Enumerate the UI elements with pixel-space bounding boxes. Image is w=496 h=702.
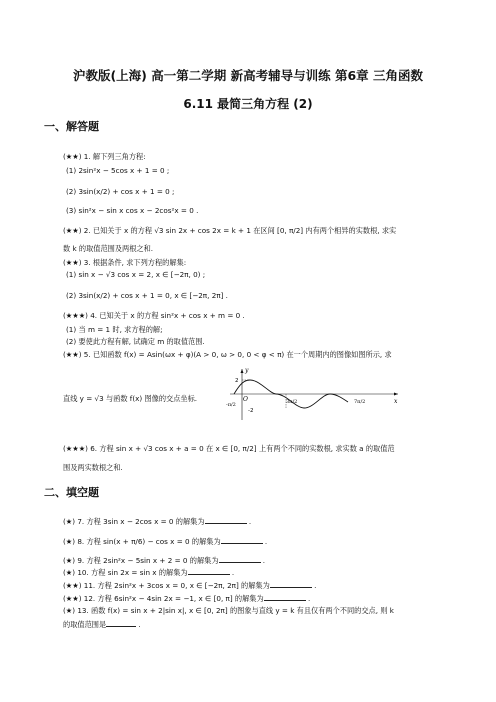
question-1-stem: (★★) 1. 解下列三角方程: (63, 152, 146, 161)
answer-blank-10[interactable] (188, 567, 230, 575)
x-label: x (394, 398, 398, 405)
question-1-part-2: (2) 3sin(x/2) + cos x + 1 = 0 ; (66, 187, 175, 196)
question-12: (★★) 12. 方程 6sin²x − 4sin 2x = −1, x ∈ [0, π] 的解集为 . (63, 594, 311, 603)
y-axis-arrow (241, 369, 244, 373)
question-6-line-2: 围及两实数根之和. (63, 463, 123, 472)
question-4-part-1: (1) 当 m = 1 时, 求方程的解; (66, 325, 163, 334)
x-axis-arrow (394, 393, 398, 396)
section-heading-answers: 一、解答题 (44, 120, 99, 133)
x-tick-seven-half-pi: 7π/2 (354, 399, 366, 405)
x-tick-neg-half-pi: -π/2 (226, 402, 236, 408)
question-2-line-1: (★★) 2. 已知关于 x 的方程 √3 sin 2x + cos 2x = k + 1 在区间 [0, π/2] 内有两个相异的实数根, 求实 (63, 226, 397, 235)
y-label: y (245, 367, 249, 374)
answer-blank-8[interactable] (221, 536, 263, 544)
question-4-part-2: (2) 要使此方程有解, 试确定 m 的取值范围. (66, 337, 205, 346)
y-tick-bottom: -2 (248, 408, 254, 414)
section-subtitle: 6.11 最简三角方程 (2) (183, 97, 313, 111)
question-9-text: (★) 9. 方程 2sin²x − 5sin x + 2 = 0 的解集为 (63, 556, 219, 565)
question-7: (★) 7. 方程 3sin x − 2cos x = 0 的解集为 . (63, 517, 252, 526)
question-5-stem: (★★) 5. 已知函数 f(x) = Asin(ωx + φ)(A > 0, ω > 0, 0 < φ < π) 在一个周期内的图像如图所示, 求 (63, 350, 392, 359)
question-7-text: (★) 7. 方程 3sin x − 2cos x = 0 的解集为 (63, 517, 205, 526)
answer-blank-12[interactable] (264, 593, 306, 601)
answer-blank-7[interactable] (205, 516, 247, 524)
page-title: 沪教版(上海) 高一第二学期 新高考辅导与训练 第6章 三角函数 (72, 68, 424, 83)
question-10-text: (★) 10. 方程 sin 2x = sin x 的解集为 (63, 568, 188, 577)
question-12-text: (★★) 12. 方程 6sin²x − 4sin 2x = −1, x ∈ [0, π] 的解集为 (63, 594, 264, 603)
sine-graph (226, 366, 402, 422)
origin-label: O (243, 396, 248, 403)
question-13-line-2: 的取值范围是 . (63, 620, 141, 629)
y-tick-top: 2 (235, 378, 239, 384)
x-tick-three-half-pi: 3π/2 (286, 399, 298, 405)
section-heading-fill-in: 二、填空题 (44, 486, 99, 499)
answer-blank-13[interactable] (106, 619, 136, 627)
question-4-stem: (★★★) 4. 已知关于 x 的方程 sin²x + cos x + m = 0 . (63, 311, 245, 320)
question-11: (★★) 11. 方程 2sin²x + 3cos x = 0, x ∈ [−2π, 2π] 的解集为 . (63, 581, 317, 590)
question-3-part-2: (2) 3sin(x/2) + cos x + 1 = 0, x ∈ [−2π, 2π] . (66, 291, 228, 300)
question-13-line-1: (★) 13. 函数 f(x) = sin x + 2|sin x|, x ∈ [0, 2π] 的图象与直线 y = k 有且仅有两个不同的交点, 则 k (63, 606, 394, 615)
question-3-part-1: (1) sin x − √3 cos x = 2, x ∈ [−2π, 0) ; (66, 270, 206, 279)
question-13-text: 的取值范围是 (63, 620, 107, 629)
question-8: (★) 8. 方程 sin(x + π/6) − cos x = 0 的解集为 . (63, 537, 268, 546)
question-6-line-1: (★★★) 6. 方程 sin x + √3 cos x + a = 0 在 x ∈ [0, π/2] 上有两个不同的实数根, 求实数 a 的取值范 (63, 444, 395, 453)
answer-blank-9[interactable] (219, 555, 261, 563)
question-10: (★) 10. 方程 sin 2x = sin x 的解集为 . (63, 568, 235, 577)
question-8-text: (★) 8. 方程 sin(x + π/6) − cos x = 0 的解集为 (63, 537, 221, 546)
answer-blank-11[interactable] (270, 580, 312, 588)
question-3-stem: (★★) 3. 根据条件, 求下列方程的解集: (63, 258, 187, 267)
question-2-line-2: 数 k 的取值范围及两根之和. (63, 244, 154, 253)
question-9: (★) 9. 方程 2sin²x − 5sin x + 2 = 0 的解集为 . (63, 556, 266, 565)
question-1-part-1: (1) 2sin²x − 5cos x + 1 = 0 ; (66, 166, 170, 175)
question-1-part-3: (3) sin²x − sin x cos x − 2cos²x = 0 . (66, 206, 199, 215)
question-5-line-2: 直线 y = √3 与函数 f(x) 图像的交点坐标. (63, 394, 198, 403)
question-11-text: (★★) 11. 方程 2sin²x + 3cos x = 0, x ∈ [−2π, 2π] 的解集为 (63, 581, 270, 590)
